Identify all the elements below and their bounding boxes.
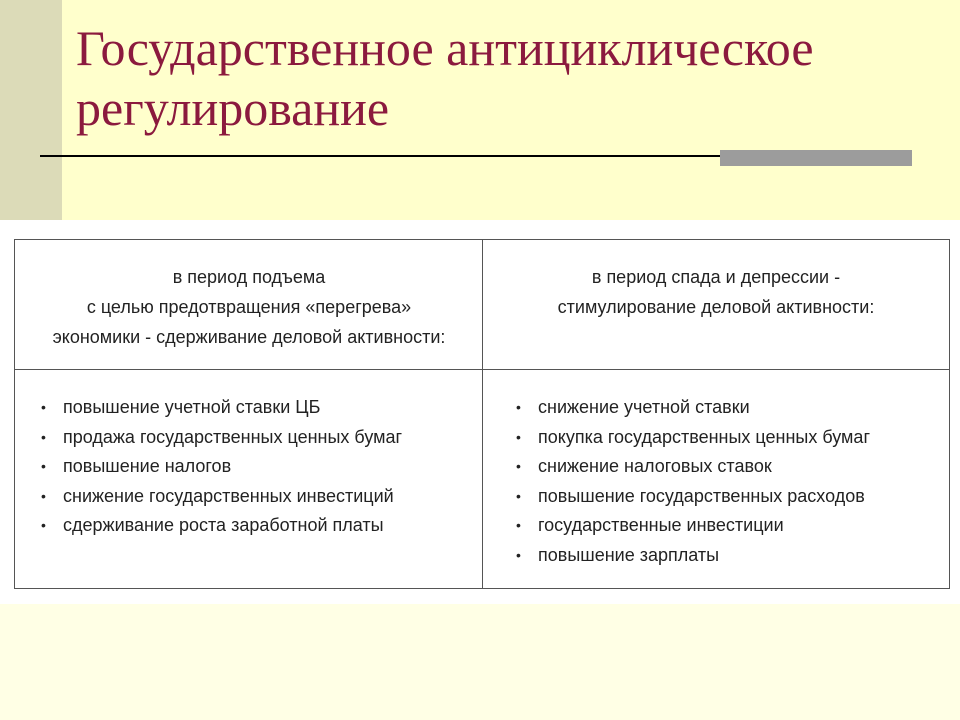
bullet-icon: • (516, 546, 521, 563)
header-boom-line-1: в период подъема (172, 267, 326, 287)
bullet-icon: • (41, 517, 46, 533)
table-header-boom (20, 262, 478, 352)
header-boom-line-3: экономики - сдерживание деловой активности: (52, 327, 446, 347)
list-item: • снижение учетной ставки (516, 393, 946, 423)
list-item: • снижение государственных инвестиций (41, 482, 477, 512)
list-item: • снижение налоговых ставок (516, 452, 946, 482)
bullet-icon: • (516, 399, 521, 415)
header-recession-line-1: в период спада и депрессии - (591, 267, 841, 287)
list-item: • покупка государственных ценных бумаг (516, 423, 946, 453)
bullet-icon: • (516, 458, 521, 474)
table-column-divider (482, 239, 483, 589)
recession-measures-list (516, 393, 946, 570)
header-recession-line-2: стимулирование деловой активности: (557, 297, 875, 317)
list-item: • повышение налогов (41, 452, 477, 482)
list-item: • государственные инвестиции (516, 511, 946, 541)
table-row-divider (14, 369, 950, 370)
header-boom-line-2: с целью предотвращения «перегрева» (86, 297, 412, 317)
list-item: • повышение государственных расходов (516, 482, 946, 512)
bullet-icon: • (41, 458, 46, 474)
list-item: • повышение зарплаты (516, 541, 946, 571)
bullet-icon: • (516, 428, 521, 445)
list-item: • продажа государственных ценных бумаг (41, 423, 477, 453)
boom-measures-list (41, 393, 477, 541)
bullet-icon: • (516, 517, 521, 533)
list-item: • сдерживание роста заработной платы (41, 511, 477, 541)
bullet-icon: • (516, 487, 521, 504)
list-item: • повышение учетной ставки ЦБ (41, 393, 477, 423)
table-header-recession (486, 262, 946, 322)
title-underline-accent (720, 150, 912, 166)
bullet-icon: • (41, 428, 46, 445)
left-decor-stripe (0, 0, 62, 220)
slide-title: Государственное антициклическое регулирование (76, 20, 814, 136)
bullet-icon: • (41, 399, 46, 415)
bullet-icon: • (41, 487, 46, 504)
